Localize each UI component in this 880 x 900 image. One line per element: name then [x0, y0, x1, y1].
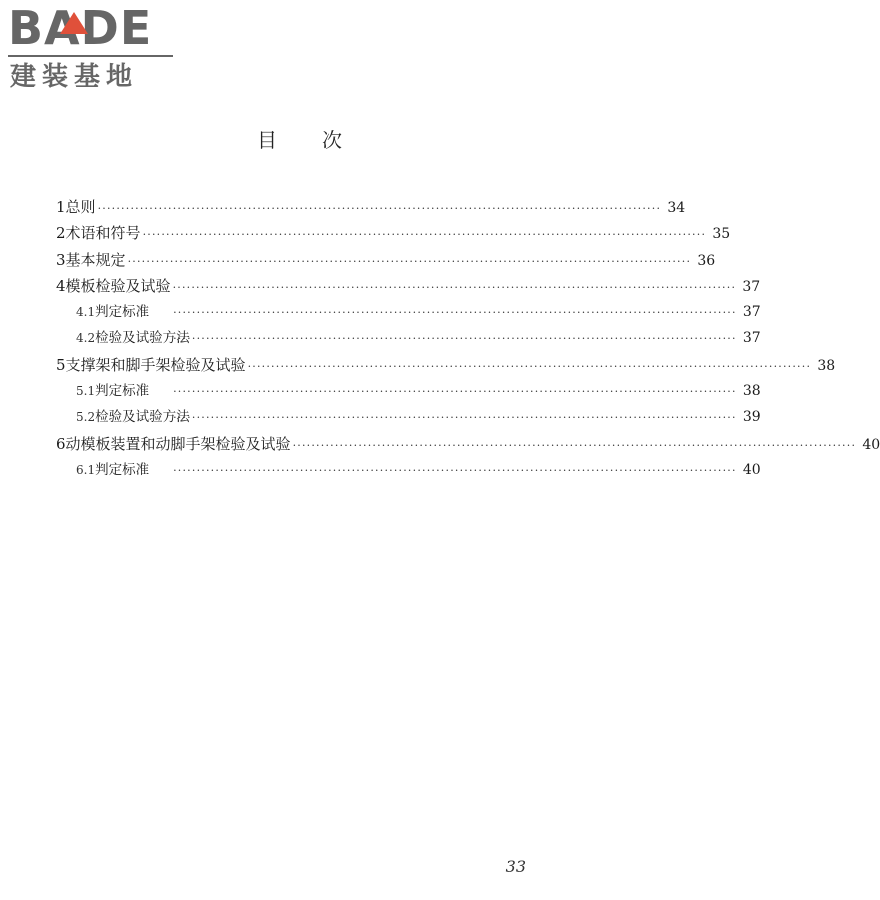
toc-leader-dots: ························································································································ [173, 332, 737, 346]
toc-entry-number: 3 [56, 250, 66, 269]
toc-leader-dots: ························································································································ [97, 202, 662, 215]
toc-entry[interactable] [56, 325, 761, 351]
toc-entry-number: 6 [56, 434, 66, 453]
toc-entry-page: 37 [742, 330, 761, 347]
logo-divider [8, 55, 173, 57]
toc-entry-number: 5.1 [76, 384, 96, 399]
toc-entry-page: 38 [742, 383, 761, 400]
toc-entry-label: 检验及试验方法 [95, 409, 190, 426]
toc-entry[interactable] [56, 299, 761, 325]
bade-logo [8, 1, 178, 96]
toc-entry[interactable] [56, 352, 836, 378]
toc-entry-page: 39 [742, 409, 761, 426]
toc-entry-label: 总则 [65, 198, 96, 216]
toc-entry-label: 判定标准 [95, 304, 150, 321]
toc-entry-page: 38 [817, 357, 836, 374]
toc-entry-number: 6.1 [76, 462, 96, 477]
toc-leader-dots: ························································································································ [172, 280, 737, 294]
toc-entry-number: 4.2 [76, 331, 96, 346]
toc-title-char-1: 目 [257, 128, 278, 152]
toc-entry-page: 37 [742, 278, 761, 295]
toc-leader-dots: ························································································································ [173, 385, 737, 399]
toc-leader-dots: ························································································································ [142, 228, 707, 242]
toc-leader-dots: ························································································································ [292, 438, 857, 452]
toc-entry[interactable] [56, 220, 731, 246]
toc-entry-page: 36 [697, 252, 716, 269]
toc-entry[interactable] [56, 194, 686, 220]
toc-entry-number: 5.2 [76, 410, 96, 425]
toc-entry-label: 判定标准 [95, 461, 150, 478]
toc-entry-page: 37 [742, 304, 761, 321]
page-number: 33 [505, 857, 526, 876]
table-of-contents [56, 194, 880, 483]
toc-entry-page: 34 [667, 200, 686, 216]
toc-leader-dots: ························································································································ [247, 359, 812, 373]
logo-wordmark: BADE [8, 1, 153, 55]
toc-entry-number: 1 [56, 198, 66, 216]
toc-entry-label: 支撑架和脚手架检验及试验 [65, 355, 246, 374]
toc-entry-label: 模板检验及试验 [65, 276, 171, 295]
toc-leader-dots: ························································································································ [173, 411, 737, 425]
toc-entry[interactable] [56, 247, 716, 273]
toc-entry-number: 4 [56, 276, 66, 295]
toc-entry[interactable] [56, 431, 880, 457]
logo-subtitle: 建装基地 [10, 62, 139, 92]
toc-entry-label: 动模板装置和动脚手架检验及试验 [65, 434, 291, 453]
logo-accent-triangle [60, 12, 88, 34]
toc-entry-label: 判定标准 [95, 383, 150, 400]
toc-entry-number: 2 [56, 224, 66, 243]
toc-title [0, 126, 600, 154]
toc-entry-label: 基本规定 [65, 250, 126, 269]
toc-entry[interactable] [56, 273, 761, 299]
toc-entry[interactable] [56, 457, 761, 483]
toc-entry[interactable] [56, 378, 761, 404]
toc-leader-dots: ························································································································ [173, 306, 737, 320]
toc-entry-number: 4.1 [76, 305, 96, 320]
toc-leader-dots: ························································································································ [127, 254, 692, 268]
toc-title-char-2: 次 [322, 128, 343, 152]
toc-entry-page: 40 [742, 461, 761, 478]
toc-entry[interactable] [56, 404, 761, 430]
toc-entry-page: 35 [712, 226, 731, 243]
toc-entry-label: 检验及试验方法 [95, 330, 190, 347]
toc-leader-dots: ························································································································ [173, 463, 737, 477]
toc-entry-number: 5 [56, 355, 66, 374]
toc-entry-label: 术语和符号 [65, 224, 141, 243]
toc-entry-page: 40 [862, 436, 880, 453]
